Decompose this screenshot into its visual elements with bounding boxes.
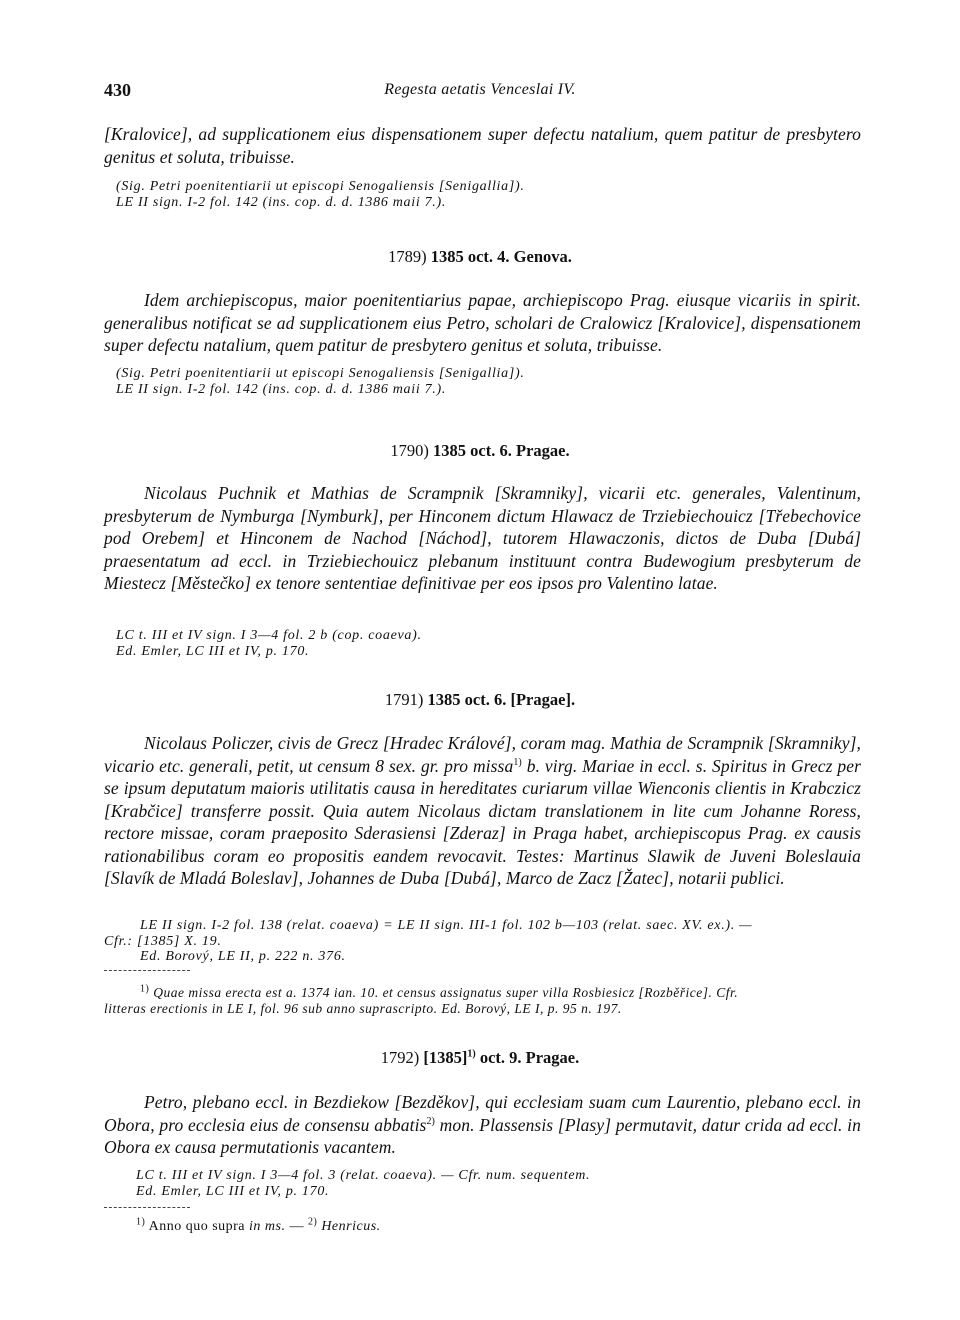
source-line: LE II sign. I-2 fol. 142 (ins. cop. d. d. 1386 maii 7.). xyxy=(116,194,447,210)
entry-place: [Pragae]. xyxy=(510,690,576,709)
entry-heading xyxy=(0,441,960,461)
source-line: Ed. Emler, LC III et IV, p. 170. xyxy=(116,643,310,659)
footnote-text: litteras erectionis in LE I, fol. 96 sub anno suprascripto. Ed. Borový, LE I, p. 95 n. 197. xyxy=(104,1000,622,1016)
entry-heading xyxy=(0,1048,960,1068)
entry-text-part: Petro, plebano eccl. in Bezdiekow [Bezděkov], qui ecclesiam suam cum Laurentio, plebano eccl. in Obora, pro ecclesia eius de consensu abbatis xyxy=(104,1092,861,1135)
entry-date: 1385 oct. 6. xyxy=(433,441,512,460)
entry-number: 1792) xyxy=(380,1048,420,1067)
footnote-dash: — xyxy=(289,1219,304,1234)
footnote-text: Quae missa erecta est a. 1374 ian. 10. et census assignatus super villa Rosbiesicz [Rozběřice]. Cfr. xyxy=(153,985,739,1000)
footnote-mark: 1) xyxy=(140,983,150,995)
page-number: 430 xyxy=(104,80,131,100)
footnote-text: Anno quo supra xyxy=(148,1219,246,1234)
footnote-divider xyxy=(104,970,190,971)
entry-text-part: Nicolaus Policzer, civis de Grecz [Hradec Králové], coram mag. Mathia de Scrampnik [Skramniky], vicario etc. generali, petit, ut censum 8 sex. gr. pro missa xyxy=(104,733,861,776)
entry-text-part: b. virg. Mariae in eccl. s. Spiritus in Grecz per se ipsum deputatum maioris utilitatis causa in hereditates curiarum villae Wienconis clientis in Krabczicz [Krabčice] transferre possit. Quia autem Nicolaus dictam translationem in lite cum Johanne Roress, rectore missae, coram praeposito Sderasiensi [Zderaz] in Praga habet, archiepiscopus Prag. ex causis rationabilibus coram eo propositis eandem revocavit. Testes: Martinus Slawik de Juveni Boleslauia [Slavík de Mladá Boleslav], Johannes de Duba [Dubá], Marco de Zacz [Žatec], notarii publici. xyxy=(104,755,862,888)
entry-text: [Kralovice], ad supplicationem eius dispensationem super defectu natalium, quem patitur de presbytero genitus et soluta, tribuisse. xyxy=(104,124,861,167)
entry-source xyxy=(104,918,844,965)
entry-date xyxy=(423,1048,521,1067)
source-line: (Sig. Petri poenitentiarii ut episcopi Senogaliensis [Senigallia]). xyxy=(116,179,525,194)
entry-text xyxy=(104,732,861,890)
footnote xyxy=(136,1216,893,1235)
footnote-text: in ms. xyxy=(249,1219,286,1234)
note-mark: 1) xyxy=(467,1048,476,1060)
footnote-divider xyxy=(104,1207,190,1208)
footnote-line xyxy=(104,985,861,1001)
source-line: LE II sign. I-2 fol. 138 (relat. coaeva) = LE II sign. III-1 fol. 102 b—103 (relat. saec. XV. ex.). — xyxy=(140,918,753,933)
entry-number: 1791) xyxy=(384,690,424,709)
entry-heading xyxy=(0,247,960,267)
running-title: Regesta aetatis Venceslai IV. xyxy=(384,81,576,98)
entry-heading xyxy=(0,690,960,710)
entry-date: 1385 oct. 4. xyxy=(430,247,510,266)
entry-place: Genova. xyxy=(513,247,572,266)
entry-source xyxy=(136,1168,876,1199)
entry-number: 1789) xyxy=(388,247,427,266)
source-line: LC t. III et IV sign. I 3—4 fol. 2 b (cop. coaeva). xyxy=(116,628,422,643)
entry-source xyxy=(116,366,856,397)
source-line: LE II sign. I-2 fol. 142 (ins. cop. d. d. 1386 maii 7.). xyxy=(116,381,447,397)
entry-place: Pragae. xyxy=(525,1048,580,1067)
entry-date: 1385 oct. 6. xyxy=(427,690,507,709)
entry-source xyxy=(116,628,856,659)
source-line: Ed. Borový, LE II, p. 222 n. 376. xyxy=(140,949,346,964)
entry-text: Nicolaus Puchnik et Mathias de Scrampnik [Skramniky], vicarii etc. generales, Valentinum, presbyterum de Nymburga [Nymburk], per Hinconem dictum Hlawacz de Trziebiechouicz [Třebechovice pod Orebem] et Hinconem de Nachod [Náchod], tutorem Hlawaczonis, dictos de Duba [Dubá] praesentatum ad eccl. in Trziebiechouicz plebanum instituunt contra Budewogium presbyterum de Miestecz [Městečko] ex tenore sententiae definitivae per eos ipsos pro Valentino latae. xyxy=(104,483,861,593)
footnote xyxy=(104,985,861,1016)
footnote-mark: 1) xyxy=(136,1216,146,1228)
source-line: Ed. Emler, LC III et IV, p. 170. xyxy=(136,1183,330,1199)
entry-text-part: mon. Plassensis [Plasy] permutavit, datur crida ad eccl. in Obora ex causa permutationis vacantem. xyxy=(104,1114,861,1157)
footnote-mark: 2) xyxy=(307,1216,318,1228)
footnote-text: Henricus. xyxy=(321,1219,381,1234)
entry-place: Pragae. xyxy=(515,441,570,460)
source-line: (Sig. Petri poenitentiarii ut episcopi Senogaliensis [Senigallia]). xyxy=(116,366,525,381)
note-mark: 1) xyxy=(513,756,522,768)
entry-text: Idem archiepiscopus, maior poenitentiarius papae, archiepiscopo Prag. eiusque vicariis in spirit. generalibus notificat se ad supplicationem eius Petro, scholari de Cralowicz [Kralovice], dispensationem super defectu natalium, quem patitur de presbytero genitus et soluta, tribuisse. xyxy=(104,290,861,355)
source-line: LC t. III et IV sign. I 3—4 fol. 3 (relat. coaeva). — Cfr. num. sequentem. xyxy=(136,1168,591,1183)
entry-text xyxy=(104,1091,861,1159)
entry-source xyxy=(116,179,856,210)
entry-date-year: [1385] xyxy=(423,1048,468,1067)
entry-number: 1790) xyxy=(390,441,429,460)
note-mark: 2) xyxy=(426,1115,435,1127)
source-line: Cfr.: [1385] X. 19. xyxy=(104,933,222,949)
entry-date-rest: oct. 9. xyxy=(475,1048,522,1067)
